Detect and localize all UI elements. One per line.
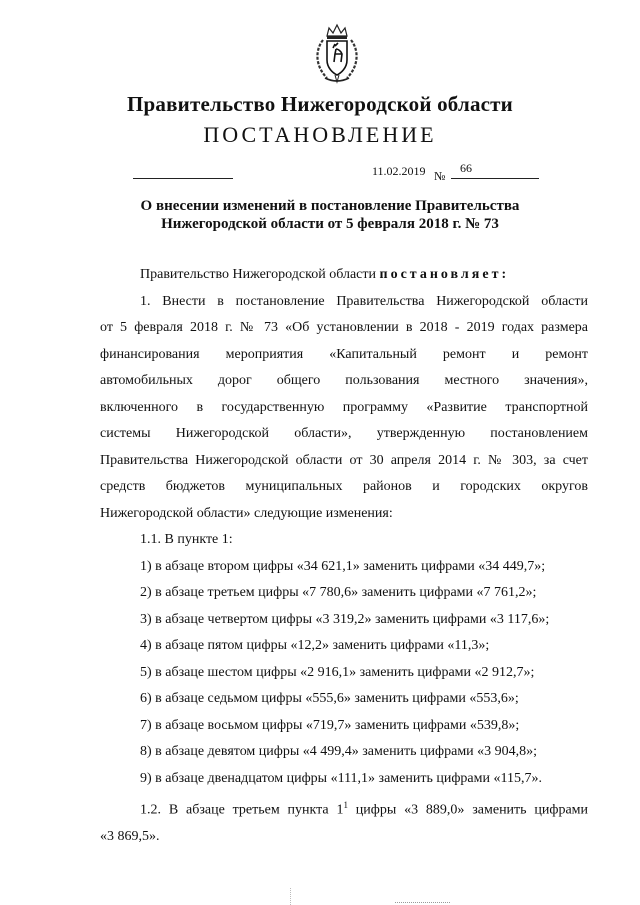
item-1-2-text-end: цифры «3 889,0» заменить цифрами xyxy=(347,802,589,818)
list-item: 9) в абзаце двенадцатом цифры «111,1» заменить цифрами «115,7». xyxy=(140,770,542,786)
document-type-heading: ПОСТАНОВЛЕНИЕ xyxy=(203,122,437,147)
paragraph-1-line: Правительства Нижегородской области от 30 апреля 2014 г. № 303, за счет xyxy=(100,452,588,468)
paragraph-1 xyxy=(100,289,588,528)
paragraph-1-line: Нижегородской области» следующие изменения: xyxy=(100,505,393,521)
paragraph-1-line: автомобильных дорог общего пользования местного значения», xyxy=(100,373,588,388)
item-1-2-text: 1.2. В абзаце третьем пункта 1 xyxy=(140,802,344,818)
paragraph-1-line: системы Нижегородской области», утвержденную постановлением xyxy=(100,426,588,441)
list-item: 8) в абзаце девятом цифры «4 499,4» заменить цифрами «3 904,8»; xyxy=(140,744,538,759)
document-body xyxy=(100,262,588,851)
preamble-verb: постановляет: xyxy=(379,267,510,282)
paragraph-1-line: от 5 февраля 2018 г. № 73 «Об установлении в 2018 - 2019 годах размера xyxy=(100,320,588,335)
list-item: 6) в абзаце седьмом цифры «555,6» заменить цифрами «553,6»; xyxy=(140,691,519,706)
item-1-2-last-line: «3 869,5». xyxy=(100,829,160,845)
list-item: 4) в абзаце пятом цифры «12,2» заменить цифрами «11,3»; xyxy=(140,638,490,653)
subject-line-2: Нижегородской области от 5 февраля 2018 г. № 73 xyxy=(161,216,499,232)
document-date: 11.02.2019 xyxy=(372,164,426,178)
list-item: 1) в абзаце втором цифры «34 621,1» заменить цифрами «34 449,7»; xyxy=(140,558,546,574)
paragraph-1-line: средств бюджетов муниципальных районов и городских округов xyxy=(100,479,588,494)
coat-of-arms-icon xyxy=(313,22,361,86)
item-1-2 xyxy=(100,792,588,824)
paragraph-1-line: включенного в государственную программу «Развитие транспортной xyxy=(100,399,588,415)
subitems-list xyxy=(100,554,588,793)
page-fold-mark xyxy=(290,888,292,905)
item-1-2-superscript: 1 xyxy=(343,800,348,810)
item-1-1-heading: 1.1. В пункте 1: xyxy=(140,532,233,547)
date-blank-line xyxy=(133,178,233,179)
list-item: 7) в абзаце восьмом цифры «719,7» заменить цифрами «539,8»; xyxy=(140,717,520,733)
paragraph-1-line: финансирования мероприятия «Капитальный ремонт и ремонт xyxy=(100,346,588,362)
scan-artifact-dots xyxy=(395,902,450,903)
document-number: 66 xyxy=(460,161,472,175)
number-label: № xyxy=(434,169,446,183)
preamble xyxy=(100,262,588,289)
organization-title: Правительство Нижегородской области xyxy=(127,92,513,116)
paragraph-1-line: 1. Внести в постановление Правительства Нижегородской области xyxy=(140,293,588,309)
list-item: 3) в абзаце четвертом цифры «3 319,2» заменить цифрами «3 117,6»; xyxy=(140,611,550,627)
list-item: 2) в абзаце третьем цифры «7 780,6» заменить цифрами «7 761,2»; xyxy=(140,585,537,600)
preamble-text: Правительство Нижегородской области xyxy=(140,267,376,282)
subject-line-1: О внесении изменений в постановление Правительства xyxy=(140,198,520,214)
document-subject xyxy=(120,197,540,233)
number-blank-line xyxy=(451,178,539,179)
list-item: 5) в абзаце шестом цифры «2 916,1» заменить цифрами «2 912,7»; xyxy=(140,664,535,680)
